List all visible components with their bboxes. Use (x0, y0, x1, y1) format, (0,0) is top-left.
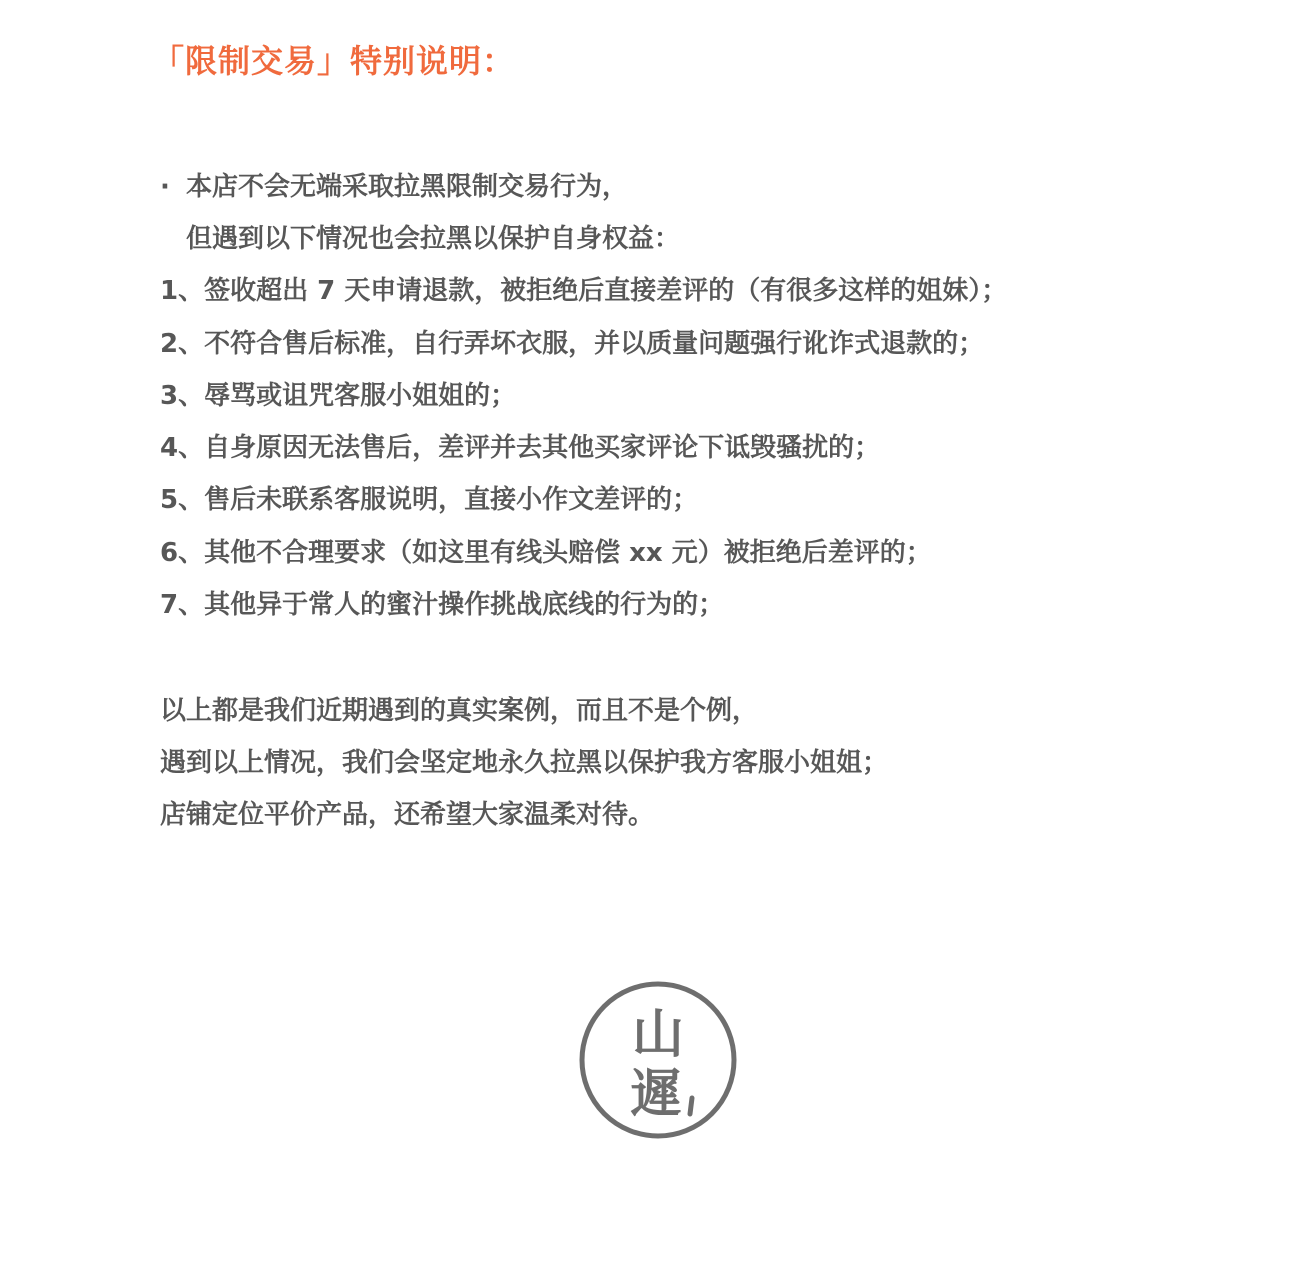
logo-mark (690, 1098, 692, 1114)
logo-char-1: 山 (631, 1005, 685, 1065)
page-title: 「限制交易」特别说明： (152, 42, 516, 80)
list-item-4: 4、自身原因无法售后，差评并去其他买家评论下诋毁骚扰的； (160, 433, 881, 463)
list-item-6: 6、其他不合理要求（如这里有线头赔偿 xx 元）被拒绝后差评的； (160, 538, 932, 568)
brand-logo (578, 980, 738, 1140)
list-item-3: 3、辱骂或诅咒客服小姐姐的； (160, 381, 517, 411)
closing-line-2: 遇到以上情况，我们会坚定地永久拉黑以保护我方客服小姐姐； (160, 748, 889, 778)
list-item-2: 2、不符合售后标准，自行弄坏衣服，并以质量问题强行讹诈式退款的； (160, 329, 985, 359)
list-item-1: 1、签收超出 7 天申请退款，被拒绝后直接差评的（有很多这样的姐妹）； (160, 276, 1008, 306)
closing-line-1: 以上都是我们近期遇到的真实案例，而且不是个例， (160, 696, 759, 726)
bullet-dot: · (160, 172, 170, 202)
intro-text-1: 本店不会无端采取拉黑限制交易行为， (186, 172, 629, 202)
logo-char-2: 遲 (629, 1065, 683, 1125)
list-item-5: 5、售后未联系客服说明，直接小作文差评的； (160, 485, 699, 515)
logo-seal (578, 980, 738, 1140)
list-item-7: 7、其他异于常人的蜜汁操作挑战底线的行为的； (160, 590, 725, 620)
closing-line-3: 店铺定位平价产品，还希望大家温柔对待。 (160, 800, 655, 830)
intro-line-2: 但遇到以下情况也会拉黑以保护自身权益： (186, 224, 681, 254)
intro-line-1 (160, 170, 628, 204)
